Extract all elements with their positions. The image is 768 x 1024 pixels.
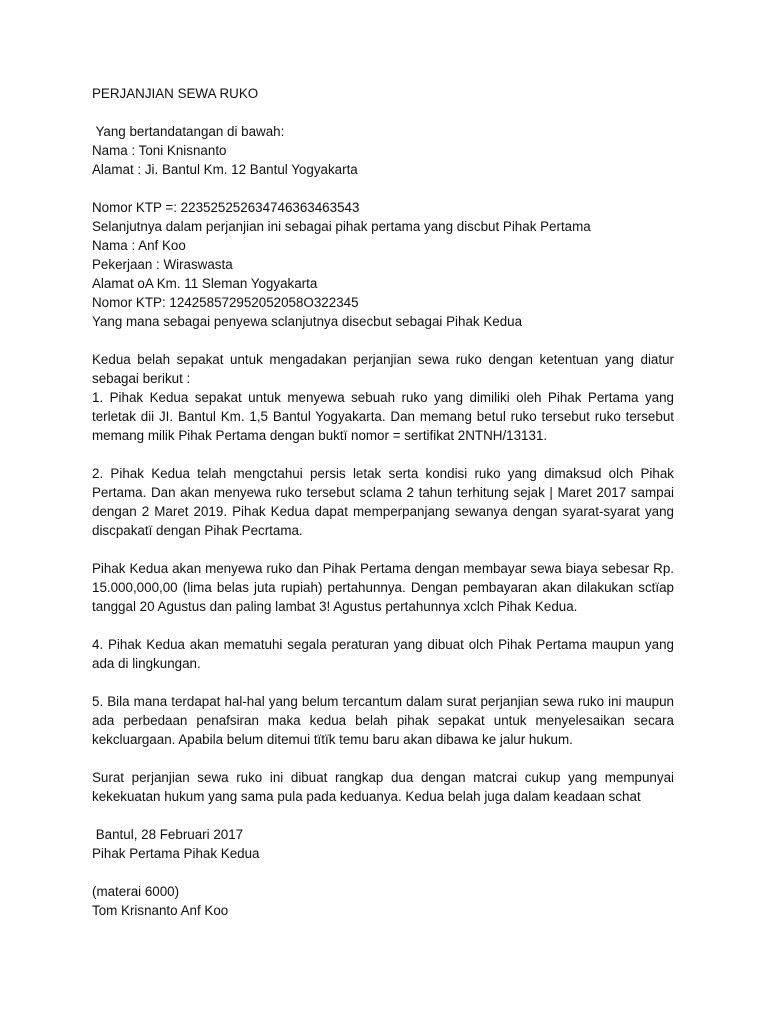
party1-ktp: Nomor KTP =: 223525252634746363463543 [92, 200, 360, 215]
party2-designation: Yang mana sebagai penyewa sclanjutnya disecbut sebagai Pihak Kedua [92, 314, 523, 329]
party1-address: Alamat : Ji. Bantul Km. 12 Bantul Yogyakarta [92, 162, 358, 177]
clause-3: Pihak Kedua akan menyewa ruko dan Pihak Pertama dengan membayar sewa biaya sebesar Rp. 15.000,000,00 (lima belas juta rupiah) pertahunnya. Dengan pembayaran akan dilakukan sctïap tanggal 20 Agustus dan paling lambat 3! Agustus pertahunnya xclch Pihak Kedua. [92, 561, 674, 614]
spacer [92, 863, 674, 882]
party2-name: Nama : Anf Koo [92, 238, 186, 253]
stamp-note: (materai 6000) [92, 884, 180, 899]
clause-2: 2. Pihak Kedua telah mengctahui persis letak serta kondisi ruko yang dimaksud olch Pihak Pertama. Dan akan menyewa ruko tersebut sclama 2 tahun terhitung sejak | Maret 2017 sampai dengan 2 Maret 2019. Pihak Kedua dapat memperpanjang sewanya dengan syarat-syarat yang discpakatï dengan Pihak Pecrtama. [92, 466, 674, 538]
spacer [92, 806, 674, 825]
intro-line: Yang bertandatangan di bawah: [92, 124, 285, 139]
party2-ktp: Nomor KTP: 124258572952052058O322345 [92, 295, 359, 310]
clause-4: 4. Pihak Kedua akan mematuhi segala peraturan yang dibuat olch Pihak Pertama maupun yang ada di lingkungan. [92, 637, 674, 671]
spacer [92, 179, 674, 198]
closing-paragraph: Surat perjanjian sewa ruko ini dibuat rangkap dua dengan matcrai cukup yang mempunyai kekekuatan hukum yang sama pula pada keduanya. Kedua belah juga dalam keadaan schat [92, 770, 674, 804]
document-page [92, 84, 674, 920]
signers-header: Pihak Pertama Pihak Kedua [92, 846, 260, 861]
spacer [92, 749, 674, 768]
spacer [92, 540, 674, 559]
spacer [92, 445, 674, 464]
clause-1: 1. Pihak Kedua sepakat untuk menyewa sebuah ruko yang dimiliki oleh Pihak Pertama yang terletak dii JI. Bantul Km. 1,5 Bantul Yogyakarta. Dan memang betul ruko tersebut ruko tersebut memang milik Pihak Pertama dengan buktï nomor = sertifikat 2NTNH/13131. [92, 390, 674, 443]
spacer [92, 616, 674, 635]
party1-name: Nama : Toni Knisnanto [92, 143, 227, 158]
spacer [92, 331, 674, 350]
spacer [92, 673, 674, 692]
agreement-intro: Kedua belah sepakat untuk mengadakan perjanjian sewa ruko dengan ketentuan yang diatur sebagai berikut : [92, 352, 674, 386]
party2-job: Pekerjaan : Wiraswasta [92, 257, 233, 272]
document-title: PERJANJIAN SEWA RUKO [92, 86, 259, 101]
party1-designation: Selanjutnya dalam perjanjian ini sebagai pihak pertama yang discbut Pihak Pertama [92, 219, 591, 234]
spacer [92, 103, 674, 122]
place-date: Bantul, 28 Februari 2017 [92, 827, 244, 842]
party2-address: Alamat oA Km. 11 Sleman Yogyakarta [92, 276, 318, 291]
signers-names: Tom Krisnanto Anf Koo [92, 903, 229, 918]
clause-5: 5. Bila mana terdapat hal-hal yang belum tercantum dalam surat perjanjian sewa ruko ini maupun ada perbedaan penafsiran maka kedua belah pihak sepakat untuk menyelesaikan secara kekcluargaan. Apabila belum ditemui tïtïk temu baru akan dibawa ke jalur hukum. [92, 694, 674, 747]
